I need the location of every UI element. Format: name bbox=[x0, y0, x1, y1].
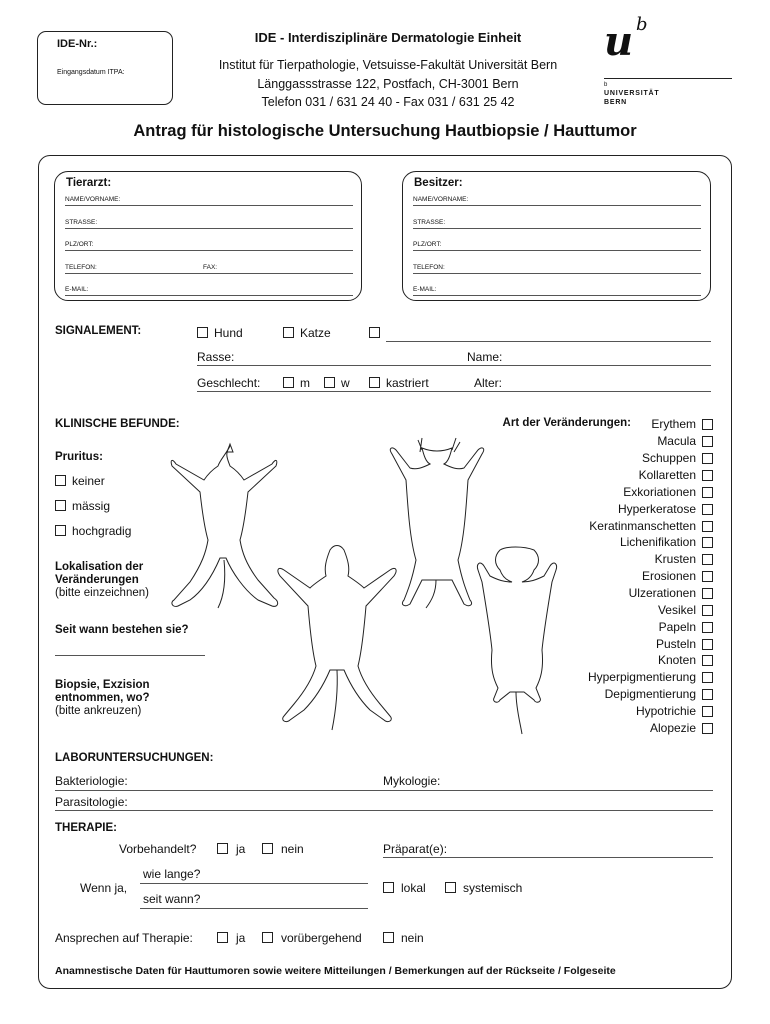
pretreated-no-label: nein bbox=[281, 842, 304, 856]
other-species-field[interactable] bbox=[386, 341, 711, 342]
animal-name-label: Name: bbox=[467, 350, 503, 364]
pretreated-no-checkbox[interactable] bbox=[262, 843, 273, 854]
change-item[interactable]: Lichenifikation bbox=[620, 535, 713, 549]
how-long-field[interactable] bbox=[140, 883, 368, 884]
change-item[interactable]: Erythem bbox=[651, 417, 713, 431]
female-label: w bbox=[341, 376, 350, 390]
change-item[interactable]: Exkoriationen bbox=[623, 485, 713, 499]
pruritus-none-checkbox[interactable] bbox=[55, 475, 66, 486]
breed-label: Rasse: bbox=[197, 350, 235, 364]
parasitology-label: Parasitologie: bbox=[55, 795, 128, 809]
logo-bern: BERN bbox=[604, 99, 628, 106]
owner-city-field[interactable]: PLZ/ORT: bbox=[413, 231, 701, 251]
dog-dorsal-diagram bbox=[171, 444, 277, 608]
vet-box bbox=[54, 171, 362, 301]
change-item[interactable]: Pusteln bbox=[656, 637, 713, 651]
changes-list bbox=[480, 417, 713, 747]
change-item[interactable]: Ulzerationen bbox=[629, 586, 713, 600]
received-date-label: Eingangsdatum ITPA: bbox=[57, 69, 125, 76]
change-item[interactable]: Keratinmanschetten bbox=[589, 519, 713, 533]
pretreated-yes-label: ja bbox=[236, 842, 246, 856]
change-item[interactable]: Macula bbox=[657, 434, 713, 448]
vet-street-field[interactable]: STRASSE: bbox=[65, 209, 353, 229]
parasitology-field[interactable] bbox=[55, 810, 713, 811]
ide-number-label: IDE-Nr.: bbox=[57, 38, 98, 50]
cat-label: Katze bbox=[300, 326, 331, 340]
vet-city-field[interactable]: PLZ/ORT: bbox=[65, 231, 353, 251]
systemic-checkbox[interactable] bbox=[445, 882, 456, 893]
female-checkbox[interactable] bbox=[324, 377, 335, 388]
response-no-label: nein bbox=[401, 931, 424, 945]
university-logo bbox=[604, 14, 732, 113]
pruritus-high-checkbox[interactable] bbox=[55, 525, 66, 536]
pruritus-none-label: keiner bbox=[72, 474, 105, 488]
bacteriology-label: Bakteriologie: bbox=[55, 774, 128, 788]
response-temporary-checkbox[interactable] bbox=[262, 932, 273, 943]
change-item[interactable]: Schuppen bbox=[642, 451, 713, 465]
biopsy-label-3: (bitte ankreuzen) bbox=[55, 705, 142, 717]
pretreated-label: Vorbehandelt? bbox=[119, 842, 197, 856]
local-label: lokal bbox=[401, 881, 426, 895]
dog-checkbox[interactable] bbox=[197, 327, 208, 338]
response-yes-label: ja bbox=[236, 931, 246, 945]
response-label: Ansprechen auf Therapie: bbox=[55, 931, 193, 945]
if-yes-label: Wenn ja, bbox=[80, 881, 128, 895]
form-title: Antrag für histologische Untersuchung Hautbiopsie / Hauttumor bbox=[133, 122, 637, 140]
vet-name-field[interactable]: NAME/VORNAME: bbox=[65, 186, 353, 206]
change-item[interactable]: Hyperpigmentierung bbox=[588, 670, 713, 684]
since-when-therapy-label: seit wann? bbox=[143, 892, 201, 906]
response-yes-checkbox[interactable] bbox=[217, 932, 228, 943]
vet-fax-label: FAX: bbox=[203, 264, 218, 271]
owner-phone-field[interactable]: TELEFON: bbox=[413, 254, 701, 274]
male-label: m bbox=[300, 376, 310, 390]
signalement-title: SIGNALEMENT: bbox=[55, 325, 142, 337]
since-when-therapy-field[interactable] bbox=[140, 908, 368, 909]
other-species-checkbox[interactable] bbox=[369, 327, 380, 338]
change-item[interactable]: Papeln bbox=[659, 620, 713, 634]
change-item[interactable]: Vesikel bbox=[658, 603, 713, 617]
neutered-label: kastriert bbox=[386, 376, 429, 390]
cat-checkbox[interactable] bbox=[283, 327, 294, 338]
localisation-label-1: Lokalisation der bbox=[55, 561, 144, 573]
pruritus-high-label: hochgradig bbox=[72, 524, 132, 538]
local-checkbox[interactable] bbox=[383, 882, 394, 893]
lab-title: LABORUNTERSUCHUNGEN: bbox=[55, 752, 214, 764]
sex-label: Geschlecht: bbox=[197, 376, 261, 390]
change-item[interactable]: Erosionen bbox=[642, 569, 713, 583]
changes-title: Art der Veränderungen: bbox=[502, 417, 631, 429]
change-item[interactable]: Knoten bbox=[658, 653, 713, 667]
vet-title: Tierarzt: bbox=[66, 177, 112, 189]
clinical-title: KLINISCHE BEFUNDE: bbox=[55, 418, 180, 430]
age-field[interactable] bbox=[197, 391, 711, 392]
institute-line1: Institut für Tierpathologie, Vetsuisse-Fakultät Universität Bern bbox=[218, 58, 558, 72]
pruritus-label: Pruritus: bbox=[55, 451, 103, 463]
institute-line2: Länggassstrasse 122, Postfach, CH-3001 Bern bbox=[257, 77, 519, 91]
logo-b: b bbox=[636, 14, 648, 35]
biopsy-label-1: Biopsie, Exzision bbox=[55, 679, 150, 691]
owner-box bbox=[402, 171, 711, 301]
how-long-label: wie lange? bbox=[143, 867, 201, 881]
cat-dorsal-diagram bbox=[390, 438, 483, 608]
age-label: Alter: bbox=[474, 376, 503, 390]
systemic-label: systemisch bbox=[463, 881, 523, 895]
owner-name-field[interactable]: NAME/VORNAME: bbox=[413, 186, 701, 206]
bacteriology-field[interactable] bbox=[55, 790, 713, 791]
breed-field[interactable] bbox=[197, 365, 711, 366]
therapy-title: THERAPIE: bbox=[55, 822, 117, 834]
change-item[interactable]: Hyperkeratose bbox=[618, 502, 713, 516]
neutered-checkbox[interactable] bbox=[369, 377, 380, 388]
change-item[interactable]: Hypotrichie bbox=[636, 704, 713, 718]
vet-email-field[interactable]: E-MAIL: bbox=[65, 276, 353, 296]
change-item[interactable]: Kollaretten bbox=[639, 468, 713, 482]
vet-phone-field[interactable]: TELEFON: FAX: bbox=[65, 254, 353, 274]
pruritus-moderate-label: mässig bbox=[72, 499, 111, 513]
localisation-label-2: Veränderungen bbox=[55, 574, 139, 586]
owner-email-field[interactable]: E-MAIL: bbox=[413, 276, 701, 296]
dog-ventral-diagram bbox=[278, 546, 396, 731]
institute-line3: Telefon 031 / 631 24 40 - Fax 031 / 631 25 42 bbox=[261, 95, 515, 109]
dog-label: Hund bbox=[214, 326, 243, 340]
response-no-checkbox[interactable] bbox=[383, 932, 394, 943]
logo-universitaet: UNIVERSITÄT bbox=[604, 90, 660, 97]
biopsy-label-2: entnommen, wo? bbox=[55, 692, 150, 704]
response-temporary-label: vorübergehend bbox=[281, 931, 362, 945]
change-item[interactable]: Depigmentierung bbox=[605, 687, 713, 701]
footer-note: Anamnestische Daten für Hauttumoren sowie weitere Mitteilungen / Bemerkungen auf der Rückseite / Folgeseite bbox=[55, 965, 616, 977]
pretreated-yes-checkbox[interactable] bbox=[217, 843, 228, 854]
logo-small-b: b bbox=[604, 82, 608, 88]
since-when-label: Seit wann bestehen sie? bbox=[55, 624, 189, 636]
preparation-field[interactable] bbox=[383, 857, 713, 858]
institute-title: IDE - Interdisziplinäre Dermatologie Einheit bbox=[254, 30, 522, 45]
owner-title: Besitzer: bbox=[414, 177, 463, 189]
owner-street-field[interactable]: STRASSE: bbox=[413, 209, 701, 229]
male-checkbox[interactable] bbox=[283, 377, 294, 388]
pruritus-moderate-checkbox[interactable] bbox=[55, 500, 66, 511]
change-item[interactable]: Alopezie bbox=[650, 721, 713, 735]
mycology-label: Mykologie: bbox=[383, 774, 441, 788]
localisation-label-3: (bitte einzeichnen) bbox=[55, 587, 149, 599]
preparation-label: Präparat(e): bbox=[383, 842, 448, 856]
logo-u: u bbox=[604, 18, 634, 65]
ide-number-box[interactable] bbox=[37, 31, 173, 105]
change-item[interactable]: Krusten bbox=[655, 552, 713, 566]
